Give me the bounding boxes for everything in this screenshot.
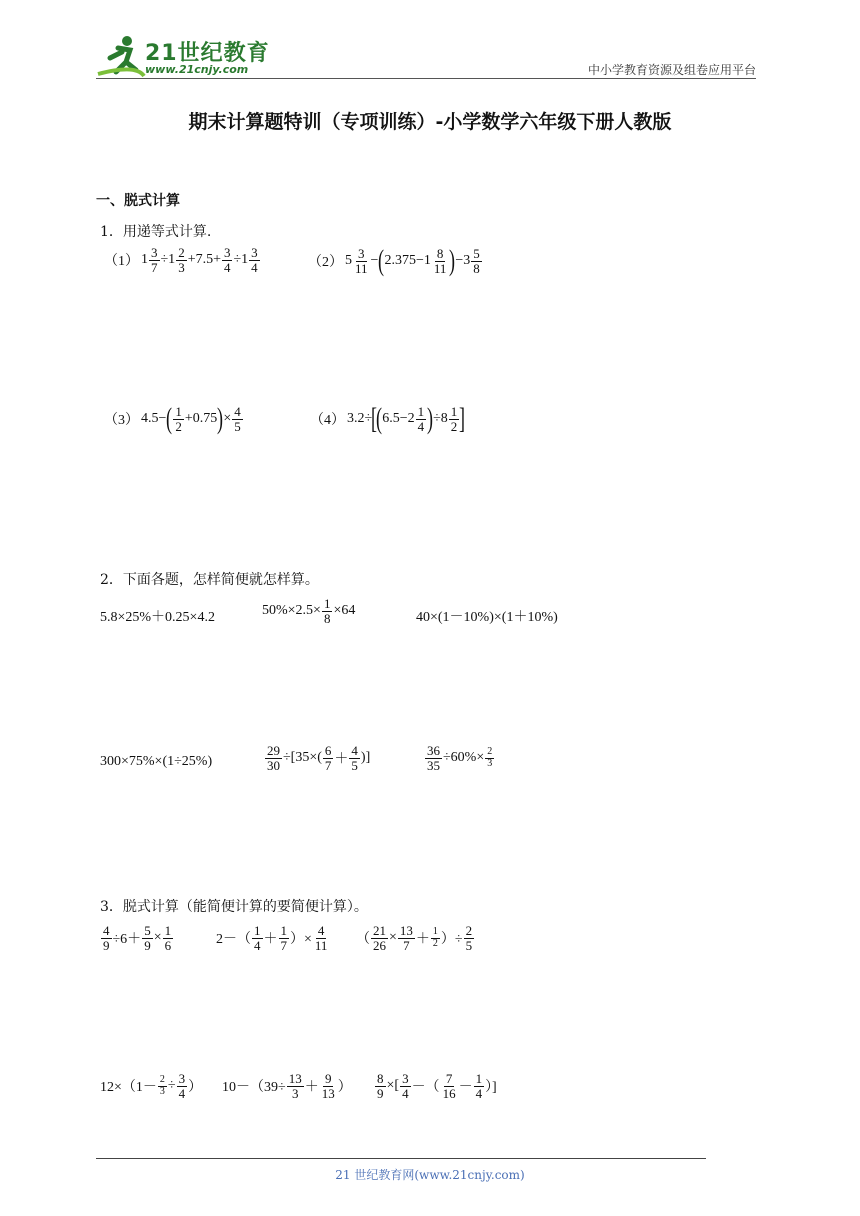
fraction: $\frac{4}{5}$: [351, 743, 358, 773]
fraction: $\frac{2}{3}$: [178, 245, 185, 275]
fraction: $\frac{1}{4}$: [417, 403, 425, 434]
q1-expr-4: （4） 3.2÷ [ ( 6.5−2 $\frac{1}{4}$ ) ÷8 $\frac{1}{2}$ ]: [310, 402, 466, 435]
fraction: $\frac{4}{9}$: [103, 923, 110, 953]
q3-expr-2: 2－（ $\frac{1}{4}$ ＋ $\frac{1}{7}$ ）× $\frac{4}{11}$: [216, 923, 328, 953]
fraction: $\frac{1}{2}$: [432, 926, 438, 949]
fraction: $\frac{2}{3}$: [487, 746, 493, 769]
fraction: $\frac{5}{8}$: [473, 245, 480, 276]
q3-expr-5: 10－（39÷ $\frac{13}{3}$ ＋ $\frac{9}{13}$ ）: [222, 1071, 352, 1101]
fraction: $\frac{4}{5}$: [234, 403, 241, 434]
fraction: $\frac{3}{4}$: [251, 245, 258, 275]
footer-link[interactable]: 21 世纪教育网(www.21cnjy.com): [335, 1168, 525, 1182]
fraction: $\frac{2}{3}$: [159, 1074, 165, 1097]
fraction: $\frac{1}{8}$: [323, 596, 331, 626]
section-heading: 一、脱式计算: [96, 193, 180, 209]
fraction: $\frac{1}{2}$: [450, 403, 458, 434]
q2-expr-6: $\frac{36}{35}$ ÷60%× $\frac{2}{3}$: [427, 743, 493, 773]
fraction: $\frac{5}{9}$: [144, 923, 151, 953]
q1-expr-2: （2） 5 $\frac{3}{11}$ − ( 2.375−1 $\frac{8}{11}$ ) −3 $\frac{5}{8}$: [308, 244, 480, 277]
fraction: $\frac{1}{4}$: [254, 923, 261, 953]
q3-prompt: 3．脱式计算（能简便计算的要简便计算）。: [100, 899, 368, 915]
fraction: $\frac{1}{2}$: [175, 403, 182, 434]
fraction: $\frac{1}{6}$: [164, 923, 172, 953]
fraction: $\frac{3}{7}$: [151, 245, 158, 275]
fraction: $\frac{13}{7}$: [399, 923, 413, 953]
header-platform-text: 中小学教育资源及组卷应用平台: [587, 63, 756, 77]
q1-expr-3: （3） 4.5− ( $\frac{1}{2}$ +0.75 ) × $\frac{4}{5}$: [104, 402, 241, 435]
expr-label: （2）: [308, 255, 343, 270]
fraction: $\frac{9}{13}$: [321, 1071, 335, 1101]
page-title: 期末计算题特训（专项训练）-小学数学六年级下册人教版: [188, 111, 672, 133]
fraction: $\frac{8}{9}$: [377, 1071, 384, 1101]
fraction: $\frac{1}{4}$: [475, 1071, 483, 1101]
q3-expr-6: $\frac{8}{9}$ ×[ $\frac{3}{4}$ －（ $\frac{7}{16}$ － $\frac{1}{4}$ ）]: [377, 1071, 497, 1101]
fraction: $\frac{8}{11}$: [433, 245, 447, 276]
expr-label: （4）: [310, 413, 345, 428]
fraction: $\frac{6}{7}$: [324, 743, 332, 773]
q2-expr-2: 50%×2.5× $\frac{1}{8}$ ×64: [262, 596, 356, 626]
footer-divider: [96, 1158, 706, 1159]
q1-prompt: 1．用递等式计算.: [100, 224, 212, 240]
expr-label: （1）: [104, 254, 139, 270]
q2-expr-4: 300×75%×(1÷25%): [100, 754, 213, 769]
expr-label: （3）: [104, 413, 139, 428]
q3-expr-1: $\frac{4}{9}$ ÷6＋ $\frac{5}{9}$ × $\frac{1}{6}$: [103, 923, 172, 953]
fraction: $\frac{3}{4}$: [223, 245, 231, 275]
q2-expr-5: $\frac{29}{30}$ ÷[35×( $\frac{6}{7}$ ＋ $\frac{4}{5}$ )]: [267, 743, 371, 773]
fraction: $\frac{3}{11}$: [355, 245, 368, 276]
fraction: $\frac{7}{16}$: [442, 1071, 456, 1101]
fraction: $\frac{1}{7}$: [280, 923, 287, 953]
fraction: $\frac{4}{11}$: [314, 923, 328, 953]
q2-expr-3: 40×(1－10%)×(1＋10%): [416, 610, 558, 625]
q3-expr-3: （ $\frac{21}{26}$ × $\frac{13}{7}$ ＋ $\frac{1}{2}$ ）÷ $\frac{2}{5}$: [356, 923, 473, 953]
fraction: $\frac{13}{3}$: [288, 1071, 302, 1101]
q3-expr-4: 12×（1－ $\frac{2}{3}$ ÷ $\frac{3}{4}$ ）: [100, 1071, 203, 1101]
q2-expr-1: 5.8×25%＋0.25×4.2: [100, 610, 215, 625]
fraction: $\frac{2}{5}$: [465, 923, 473, 953]
logo-text: 21世纪教育: [145, 41, 270, 66]
q1-expr-1: （1） 1 $\frac{3}{7}$ ÷1 $\frac{2}{3}$ +7.5+ $\frac{3}{4}$ ÷1 $\frac{3}{4}$: [104, 245, 258, 275]
header-divider: [96, 78, 756, 79]
fraction: $\frac{36}{35}$: [427, 743, 440, 773]
q2-prompt: 2．下面各题，怎样简便就怎样算。: [100, 572, 319, 588]
logo-url: www.21cnjy.com: [145, 63, 249, 76]
fraction: $\frac{3}{4}$: [178, 1071, 186, 1101]
fraction: $\frac{29}{30}$: [267, 743, 280, 773]
fraction: $\frac{3}{4}$: [402, 1071, 409, 1101]
fraction: $\frac{21}{26}$: [373, 923, 386, 953]
